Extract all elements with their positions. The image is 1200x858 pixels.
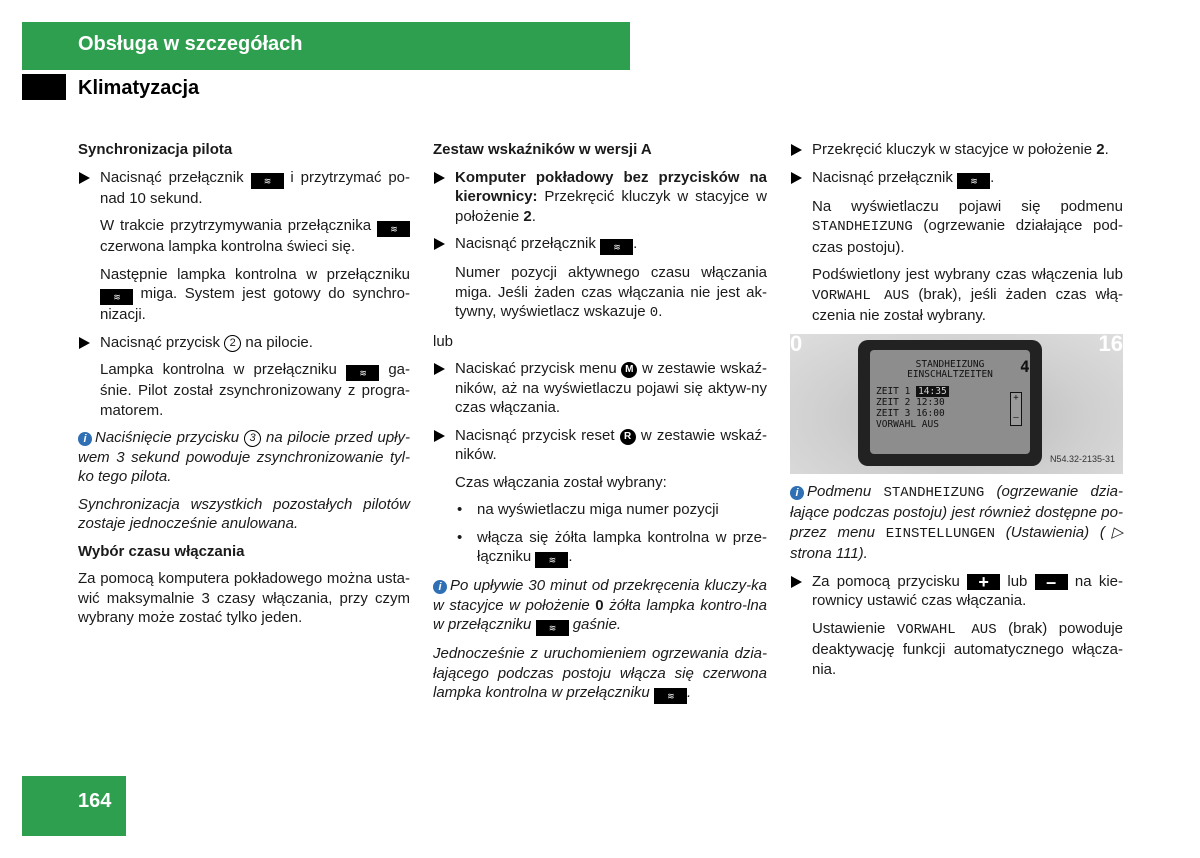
bullet-item [433,528,767,569]
step [790,140,1123,160]
screen-row [876,420,939,431]
key-position: 0 [595,596,604,614]
note-text: (Ustawienia) (▷ strona 111). [790,523,1124,562]
info-note [790,482,1123,564]
column-1 [78,140,410,636]
bullet-icon: • [457,528,463,546]
info-icon: i [433,580,447,594]
indented-text [812,197,1123,258]
heading-sync: Synchronizacja pilota [78,141,233,158]
screen-row [876,387,949,398]
step-arrow-icon [79,172,90,184]
key-position: 2 [523,207,532,225]
heater-switch-icon: ≋ [957,173,990,189]
note [433,644,767,704]
step-text: na pilocie. [245,333,313,351]
scroll-down-icon: – [1013,412,1019,423]
step-text: Nacisnąć przełącznik [455,235,596,252]
indented-text [100,265,410,325]
note-text: Jednocześnie z uruchomieniem ogrzewania dzia-łającego podczas postoju włącza się czerwona lampka kontrolna w przełączniku [433,645,767,701]
step-text: i przytrzymać po-nad 10 sekund. [100,168,411,207]
punct: . [686,684,692,701]
bullet-icon: • [457,501,463,518]
reset-button-icon: R [620,429,636,445]
indented-text [812,265,1123,326]
heater-switch-icon: ≋ [100,289,133,305]
step [78,333,410,353]
step-arrow-icon [791,172,802,184]
row-value: 16:00 [916,407,945,419]
text: Lampka kontrolna w przełączniku [100,361,337,378]
screen-position-number: 4 [1020,356,1030,376]
heater-switch-icon: ≋ [536,620,569,636]
punct: . [568,548,573,565]
note-text: na pilocie przed upły-wem 3 sekund powoduje zsynchronizowanie tyl-ko tego pilota. [78,429,410,485]
gauge-number-left: 0 [790,333,803,356]
key-position: 2 [1096,141,1105,158]
step-text: w zestawie wskaź-ników. [455,426,767,463]
note-text: (ogrzewanie dzia-łające podczas postoju) jest również dostępne po-przez menu [790,482,1124,541]
step-text: Nacisnąć przycisk [100,333,221,351]
text: Na wyświetlaczu pojawi się podmenu [812,197,1123,215]
step-text: Przekręcić kluczyk w stacyjce w położenie [812,141,1093,158]
display-photo [790,334,1123,474]
info-icon: i [78,432,92,446]
subsection-marker [22,74,66,100]
text: miga. System jest gotowy do synchro-nizacji. [100,285,410,323]
step-bold-text: Komputer pokładowy bez przycisków na kierownicy: [455,168,767,205]
step [433,168,767,227]
display-code: EINSTELLUNGEN [885,525,995,542]
row-value: 12:30 [916,396,945,408]
indented-text: Czas włączania został wybrany: [455,473,667,491]
indented-text [812,619,1123,680]
step-arrow-icon [434,363,445,375]
text: czerwona lampka kontrolna świeci się. [100,238,356,255]
heater-switch-icon: ≋ [654,688,687,704]
step [433,359,767,418]
punct: . [531,207,536,225]
indented-text [455,263,767,324]
display-code: VORWAHL AUS [896,621,997,638]
step-arrow-icon [434,172,445,184]
indented-text [100,216,410,257]
row-label: ZEIT 1 [876,385,911,397]
step-arrow-icon [79,337,90,349]
heading-cluster-a: Zestaw wskaźników w wersji A [433,141,652,158]
step [790,168,1123,189]
scroll-up-icon: + [1013,392,1019,403]
heading-time-select: Wybór czasu włączania [78,542,245,560]
menu-button-icon: M [621,362,637,378]
step-text: w zestawie wskaź-ników, aż na wyświetlaczu pojawi się aktyw-ny czas włączania. [455,360,768,416]
remote-button-2-icon: 2 [224,335,241,352]
display-code: VORWAHL AUS [812,287,910,304]
step-text: Nacisnąć przełącznik [100,168,244,186]
row-value-selected: 14:35 [918,385,947,397]
step-text: Nacisnąć przycisk reset [455,426,615,444]
note-text: gaśnie. [572,616,622,633]
step [433,234,767,255]
text: Numer pozycji aktywnego czasu włączania miga. Jeśli żaden czas włączania nie jest ak-tywny, wyświetlacz wskazuje [455,264,767,320]
text: Podświetlony jest wybrany czas włączenia lub [812,266,1123,283]
step-text: na kie-rownicy ustawić czas włączania. [812,572,1124,609]
step-text: lub [1007,572,1028,590]
text: Następnie lampka kontrolna w przełączniku [100,265,410,283]
step [790,572,1123,611]
step [78,168,410,209]
note-text: Podmenu [807,482,872,500]
row-label: VORWAHL AUS [876,418,939,430]
screen-subtitle: EINSCHALTZEITEN [907,368,993,380]
heater-switch-icon: ≋ [600,239,633,255]
indented-text [100,360,410,420]
heater-switch-icon: ≋ [377,221,410,237]
text: (brak) powoduje deaktywację funkcji automatycznego włącza-nia. [812,619,1124,678]
paragraph: Za pomocą komputera pokładowego można usta-wić maksymalnie 3 czasy włączania, przy czym wybrany może zostać tylko jeden. [78,570,410,626]
bullet-text: na wyświetlaczu miga numer pozycji [477,501,719,518]
text: ga-śnie. Pilot został zsynchronizowany z progra-matorem. [100,361,411,419]
figure-code: N54.32-2135-31 [1049,454,1115,464]
display-screen [870,350,1030,454]
subsection-title: Klimatyzacja [78,77,200,99]
info-icon: i [790,486,804,500]
punct: . [633,235,638,252]
screen-row [876,398,945,409]
heater-switch-icon: ≋ [346,365,379,381]
punct: . [990,168,995,186]
step-arrow-icon [434,238,445,250]
text: W trakcie przytrzymywania przełącznika [100,217,372,234]
remote-button-3-icon: 3 [244,430,261,447]
note-text: żółta lampka kontro-lna w przełączniku [433,596,768,633]
screen-scrollbar [1010,392,1022,426]
note-text: Synchronizacja wszystkich pozostałych pilotów zostaje jednocześnie anulowana. [78,495,410,532]
info-note [78,428,410,487]
or-text: lub [433,332,454,350]
note-text: Naciśnięcie przycisku [95,429,240,446]
screen-row [876,409,945,420]
gauge-number-right: 16 [1098,333,1123,356]
display-code: STANDHEIZUNG [812,219,913,235]
heater-switch-icon: ≋ [251,173,284,189]
bullet-item [433,500,767,520]
column-3 [790,140,1123,687]
display-code: STANDHEIZUNG [883,484,985,501]
plus-button-icon: + [967,574,1000,590]
text: (ogrzewanie działające pod-czas postoju). [812,217,1123,256]
step-arrow-icon [791,144,802,156]
step-arrow-icon [791,576,802,588]
step [433,426,767,465]
step-text: Przekręcić kluczyk w stacyjce w położenie [455,188,767,225]
step-text: Za pomocą przycisku [812,572,960,590]
heater-switch-icon: ≋ [535,552,568,568]
note-text: Po upływie 30 minut od przekręcenia kluczy-ka w stacyjce w położenie [433,577,767,614]
text: Ustawienie [812,619,886,637]
screen-title: STANDHEIZUNG [915,358,985,370]
bullet-text: włącza się żółta lampka kontrolna w prze-łączniku [477,528,767,565]
display-code: 0 [649,305,659,321]
section-title: Obsługa w szczegółach [78,33,303,55]
text: (brak), jeśli żaden czas włą-czenia nie został wybrany. [812,285,1123,324]
row-label: ZEIT 2 [876,396,911,408]
row-label: ZEIT 3 [876,407,911,419]
minus-button-icon: – [1035,574,1068,590]
page-number: 164 [78,790,112,812]
step-arrow-icon [434,430,445,442]
step-text: Naciskać przycisk menu [455,360,617,377]
punct: . [658,303,663,320]
punct: . [1104,141,1109,158]
column-2 [433,140,767,712]
step-text: Nacisnąć przełącznik [812,168,953,186]
info-note [433,576,767,636]
